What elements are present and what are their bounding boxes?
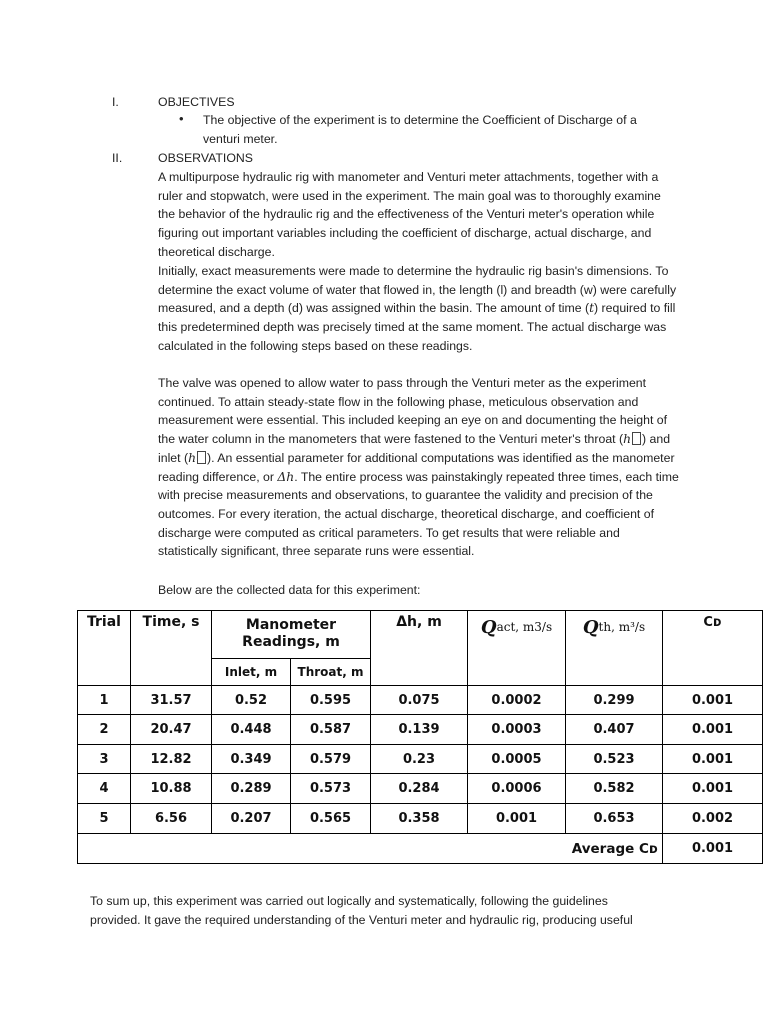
header-time: Time, s (142, 614, 200, 630)
para3-text-c: ). An essential parameter for additional computations was identified as the manometer reading difference, or (158, 450, 675, 484)
para2-text-a: Initially, exact measurements were made to determine the hydraulic rig basin's dimensions. To determine the exact volume of water that flowed in, the length (l) and breadth (w) were carefully measured, and a depth (d) was assigned within the basin. The amount of time ( (158, 264, 677, 316)
table-cell: 12.82 (150, 751, 192, 767)
table-cell: 0.001 (691, 781, 734, 796)
table-cell: 0.207 (230, 811, 272, 826)
table-cell: 0.573 (309, 781, 352, 796)
table-cell: 2 (99, 722, 109, 737)
table-cell: 0.0006 (491, 781, 542, 796)
para3-text-b: ) and inlet ( (158, 432, 671, 465)
data-intro-text: Below are the collected data for this experiment: (158, 583, 421, 597)
table-cell: 0.448 (230, 722, 272, 737)
table-cell: 0.358 (398, 811, 440, 826)
table-cell: 0.587 (309, 722, 352, 737)
table-cell: 0.523 (593, 751, 635, 767)
table-cell: 0.582 (593, 781, 635, 796)
section-numeral-objectives: I. (112, 95, 119, 109)
section-title-observations: OBSERVATIONS (158, 151, 253, 165)
missing-glyph-box (632, 432, 641, 445)
table-cell: 0.139 (398, 722, 440, 737)
table-cell: 0.001 (691, 751, 734, 767)
table-cell: 0.52 (234, 692, 268, 708)
table-cell: 1 (99, 692, 109, 708)
average-cd-value: 0.001 (691, 841, 734, 856)
table-cell: 10.88 (150, 781, 192, 796)
para3-text-d: . The entire process was painstakingly repeated three times, each time with precise measurements and observations, to guarantee the validity and precision of the outcomes. For every iteration, the actual discharge, theoretical discharge, and coefficient of discharge were computed as critical parameters. To get results that were reliable and statistically significant, three separate runs were essential. (158, 469, 679, 559)
observations-paragraph-3 (158, 374, 680, 561)
conclusion-text (90, 892, 730, 929)
q-th-unit: th, m³/s (598, 620, 646, 634)
table-cell: 0.284 (398, 781, 440, 796)
objective-line-2: venturi meter. (203, 131, 278, 146)
table-cell: 0.299 (593, 692, 635, 708)
table-cell: 0.579 (309, 751, 352, 767)
table-cell: 0.653 (593, 811, 635, 826)
throat-h-symbol: h (623, 432, 632, 447)
conclusion-line-2: provided. It gave the required understanding of the Venturi meter and hydraulic rig, producing useful (90, 912, 633, 927)
table-cell: 0.0005 (491, 751, 542, 767)
header-manometer-readings (212, 611, 370, 657)
header-throat: Throat, m (297, 665, 364, 679)
table-cell: 0.0003 (491, 722, 542, 737)
header-q-actual (468, 611, 565, 643)
header-q-theoretical (566, 611, 662, 643)
table-cell: 0.565 (309, 811, 352, 826)
table-cell: 0.23 (402, 751, 436, 767)
delta-h-symbol: Δh (277, 469, 295, 484)
table-cell: 0.001 (495, 811, 538, 826)
table-cell: 0.001 (691, 722, 734, 737)
q-act-symbol: Q (480, 616, 497, 638)
q-th-symbol: Q (582, 616, 599, 638)
table-cell: 0.349 (230, 751, 272, 767)
table-cell: 0.407 (593, 722, 635, 737)
inlet-h-symbol: h (188, 450, 196, 465)
bullet-dot: • (179, 111, 184, 126)
para2-text-b: ) required to fill this predetermined depth was precisely timed at the same moment. The actual discharge was calculated in the following steps based on these readings. (158, 301, 676, 353)
table-cell: 4 (99, 781, 109, 796)
table-cell: 0.0002 (491, 692, 542, 708)
para3-text-a: The valve was opened to allow water to pass through the Venturi meter as the experiment continued. To attain steady-state flow in the following phase, meticulous observation and measurement were essential. This included keeping an eye on and documenting the height of the water column in the manometers that were fastened to the Venturi meter's throat ( (158, 376, 668, 447)
header-trial: Trial (87, 614, 121, 630)
table-cell: 6.56 (154, 811, 188, 826)
header-manometer-line-2: Readings, m (242, 634, 340, 650)
table-cell: 0.002 (691, 811, 734, 826)
table-cell: 3 (99, 751, 109, 767)
q-act-unit: act, m3/s (496, 620, 553, 634)
observations-paragraph-1: A multipurpose hydraulic rig with manometer and Venturi meter attachments, together with a ruler and stopwatch, were used in the experiment. The main goal was to thoroughly examine the behavior of the hydraulic rig and the effectiveness of the Venturi meter's operation while figuring out important variables including the coefficient of discharge, actual discharge, and theoretical discharge. (158, 170, 661, 259)
missing-glyph-box (197, 451, 206, 464)
header-delta-h: Δh, m (396, 614, 442, 630)
average-cd-label: Average Cᴅ (571, 840, 658, 857)
table-cell: 5 (99, 811, 109, 826)
objective-text (203, 111, 673, 148)
header-manometer-line-1: Manometer (245, 617, 337, 633)
table-cell: 0.001 (691, 692, 734, 708)
section-title-objectives: OBJECTIVES (158, 95, 235, 109)
objective-line-1: The objective of the experiment is to determine the Coefficient of Discharge of a (203, 113, 637, 127)
header-inlet: Inlet, m (224, 665, 278, 679)
header-cd: Cᴅ (703, 614, 722, 630)
observations-paragraph-2 (158, 262, 680, 356)
table-cell: 0.595 (309, 692, 352, 708)
table-cell: 20.47 (150, 722, 192, 737)
section-numeral-observations: II. (112, 151, 123, 165)
table-cell: 0.289 (230, 781, 272, 796)
conclusion-line-1: To sum up, this experiment was carried out logically and systematically, following the guidelines (90, 894, 608, 908)
time-symbol: t (589, 301, 595, 316)
table-cell: 31.57 (150, 692, 192, 708)
table-cell: 0.075 (398, 692, 440, 708)
